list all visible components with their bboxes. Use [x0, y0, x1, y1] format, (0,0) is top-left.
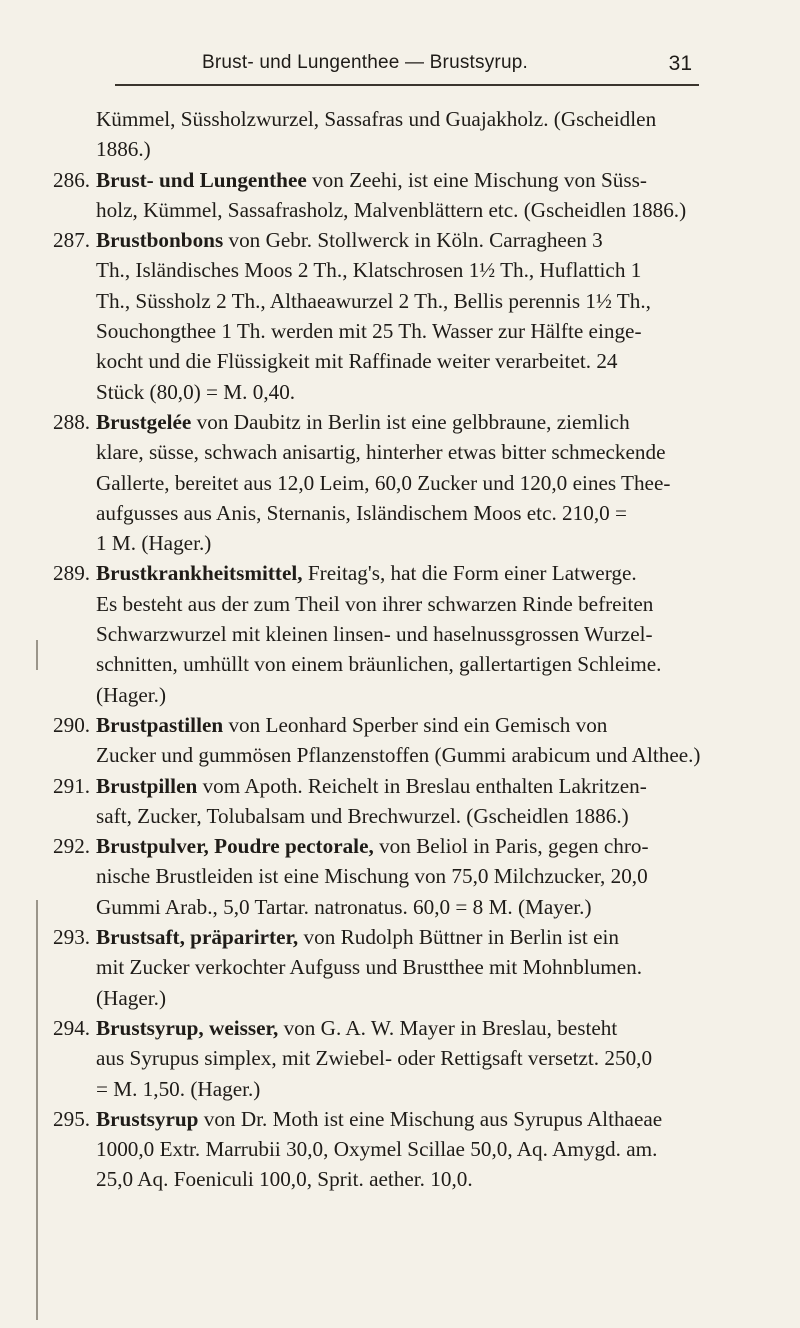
entry-text: von Daubitz in Berlin ist eine gelbbraune, ziemlich — [191, 409, 630, 434]
entry-headword: Brustkrankheitsmittel, — [96, 561, 303, 586]
text-line: aufgusses aus Anis, Sternanis, Isländischem Moos etc. 210,0 = — [96, 500, 627, 525]
entry-number: 294. — [53, 1015, 91, 1040]
text-line: klare, süsse, schwach anisartig, hinterher etwas bitter schmeckende — [96, 440, 666, 465]
text-line: aus Syrupus simplex, mit Zwiebel- oder Rettigsaft versetzt. 250,0 — [96, 1046, 653, 1071]
text-line: holz, Kümmel, Sassafrasholz, Malvenblättern etc. (Gscheidlen 1886.) — [96, 197, 687, 222]
entry-headword: Brust- und Lungenthee — [96, 167, 307, 192]
entry — [0, 165, 800, 226]
text-line: nische Brustleiden ist eine Mischung von 75,0 Milchzucker, 20,0 — [96, 864, 648, 889]
entry-headword: Brustsyrup, weisser, — [96, 1015, 279, 1040]
entry-number: 289. — [53, 561, 91, 586]
entry — [0, 922, 800, 1013]
entry-headword: Brustpulver, Poudre pectorale, — [96, 834, 374, 859]
entry-headword: Brustsyrup — [96, 1106, 199, 1131]
entry — [0, 1013, 800, 1104]
entry-number: 290. — [53, 712, 91, 737]
text-line: Gallerte, bereitet aus 12,0 Leim, 60,0 Zucker und 120,0 eines Thee- — [96, 470, 671, 495]
text-line — [0, 407, 800, 437]
entry-headword: Brustbonbons — [96, 228, 224, 253]
text-line: = M. 1,50. (Hager.) — [96, 1076, 261, 1101]
entry-number: 288. — [53, 409, 91, 434]
page-header — [150, 52, 710, 82]
header-rule — [115, 84, 699, 86]
entry-number: 291. — [53, 773, 91, 798]
entry-number: 293. — [53, 925, 91, 950]
entry — [0, 1104, 800, 1195]
entry-text: von Beliol in Paris, gegen chro- — [373, 834, 649, 859]
text-line: Th., Isländisches Moos 2 Th., Klatschrosen 1½ Th., Huflattich 1 — [96, 258, 642, 283]
text-line — [0, 831, 800, 861]
text-line: Zucker und gummösen Pflanzenstoffen (Gummi arabicum und Althee.) — [96, 743, 701, 768]
page-number: 31 — [668, 52, 692, 75]
text-line: 1 M. (Hager.) — [96, 531, 212, 556]
entry-text: von Rudolph Büttner in Berlin ist ein — [298, 925, 619, 950]
text-line — [0, 1104, 800, 1134]
body-text — [0, 104, 800, 1195]
text-line: Souchongthee 1 Th. werden mit 25 Th. Wasser zur Hälfte einge- — [96, 319, 642, 344]
text-line: 25,0 Aq. Foeniculi 100,0, Sprit. aether. 10,0. — [96, 1167, 473, 1192]
text-line — [0, 771, 800, 801]
text-line — [0, 922, 800, 952]
entry-text: Freitag's, hat die Form einer Latwerge. — [302, 561, 637, 586]
entry-headword: Brustpastillen — [96, 712, 224, 737]
text-line: mit Zucker verkochter Aufguss und Brustthee mit Mohnblumen. — [96, 955, 643, 980]
text-line: 1000,0 Extr. Marrubii 30,0, Oxymel Scillae 50,0, Aq. Amygd. am. — [96, 1137, 658, 1162]
entry-text: von G. A. W. Mayer in Breslau, besteht — [278, 1015, 618, 1040]
text-line — [0, 558, 800, 588]
entry-text: vom Apoth. Reichelt in Breslau enthalten Lakritzen- — [197, 773, 647, 798]
text-line: Schwarzwurzel mit kleinen linsen- und haselnussgrossen Wurzel- — [96, 622, 653, 647]
entry-text: von Dr. Moth ist eine Mischung aus Syrupus Althaeae — [198, 1106, 663, 1131]
entry-headword: Brustsaft, präparirter, — [96, 925, 299, 950]
text-line — [0, 1013, 800, 1043]
entry — [0, 771, 800, 832]
text-line: Gummi Arab., 5,0 Tartar. natronatus. 60,0 = 8 M. (Mayer.) — [96, 894, 592, 919]
entry — [0, 407, 800, 558]
entry-list — [0, 165, 800, 1195]
entry-text: von Zeehi, ist eine Mischung von Süss- — [306, 167, 647, 192]
text-line: (Hager.) — [96, 985, 166, 1010]
entry — [0, 831, 800, 922]
text-line — [0, 710, 800, 740]
text-line: Stück (80,0) = M. 0,40. — [96, 379, 296, 404]
text-line: Kümmel, Süssholzwurzel, Sassafras und Guajakholz. (Gscheidlen — [96, 107, 657, 131]
entry-text: von Leonhard Sperber sind ein Gemisch von — [223, 712, 608, 737]
entry — [0, 225, 800, 407]
entry-headword: Brustgelée — [96, 409, 192, 434]
running-head: Brust- und Lungenthee — Brustsyrup. — [202, 52, 528, 73]
entry-text: von Gebr. Stollwerck in Köln. Carragheen 3 — [223, 228, 603, 253]
text-line: 1886.) — [96, 137, 151, 162]
entry — [0, 558, 800, 709]
text-line: (Hager.) — [96, 682, 166, 707]
entry-number: 286. — [53, 167, 91, 192]
text-line: Es besteht aus der zum Theil von ihrer schwarzen Rinde befreiten — [96, 591, 654, 616]
entry — [0, 710, 800, 771]
continuation-paragraph — [0, 104, 800, 165]
entry-number: 287. — [53, 228, 91, 253]
text-line: kocht und die Flüssigkeit mit Raffinade weiter verarbeitet. 24 — [96, 349, 618, 374]
entry-number: 295. — [53, 1106, 91, 1131]
text-line: saft, Zucker, Tolubalsam und Brechwurzel. (Gscheidlen 1886.) — [96, 803, 629, 828]
entry-number: 292. — [53, 834, 91, 859]
entry-headword: Brustpillen — [96, 773, 198, 798]
text-line: schnitten, umhüllt von einem bräunlichen, gallertartigen Schleime. — [96, 652, 662, 677]
text-line — [0, 165, 800, 195]
text-line — [0, 225, 800, 255]
text-line: Th., Süssholz 2 Th., Althaeawurzel 2 Th., Bellis perennis 1½ Th., — [96, 288, 651, 313]
